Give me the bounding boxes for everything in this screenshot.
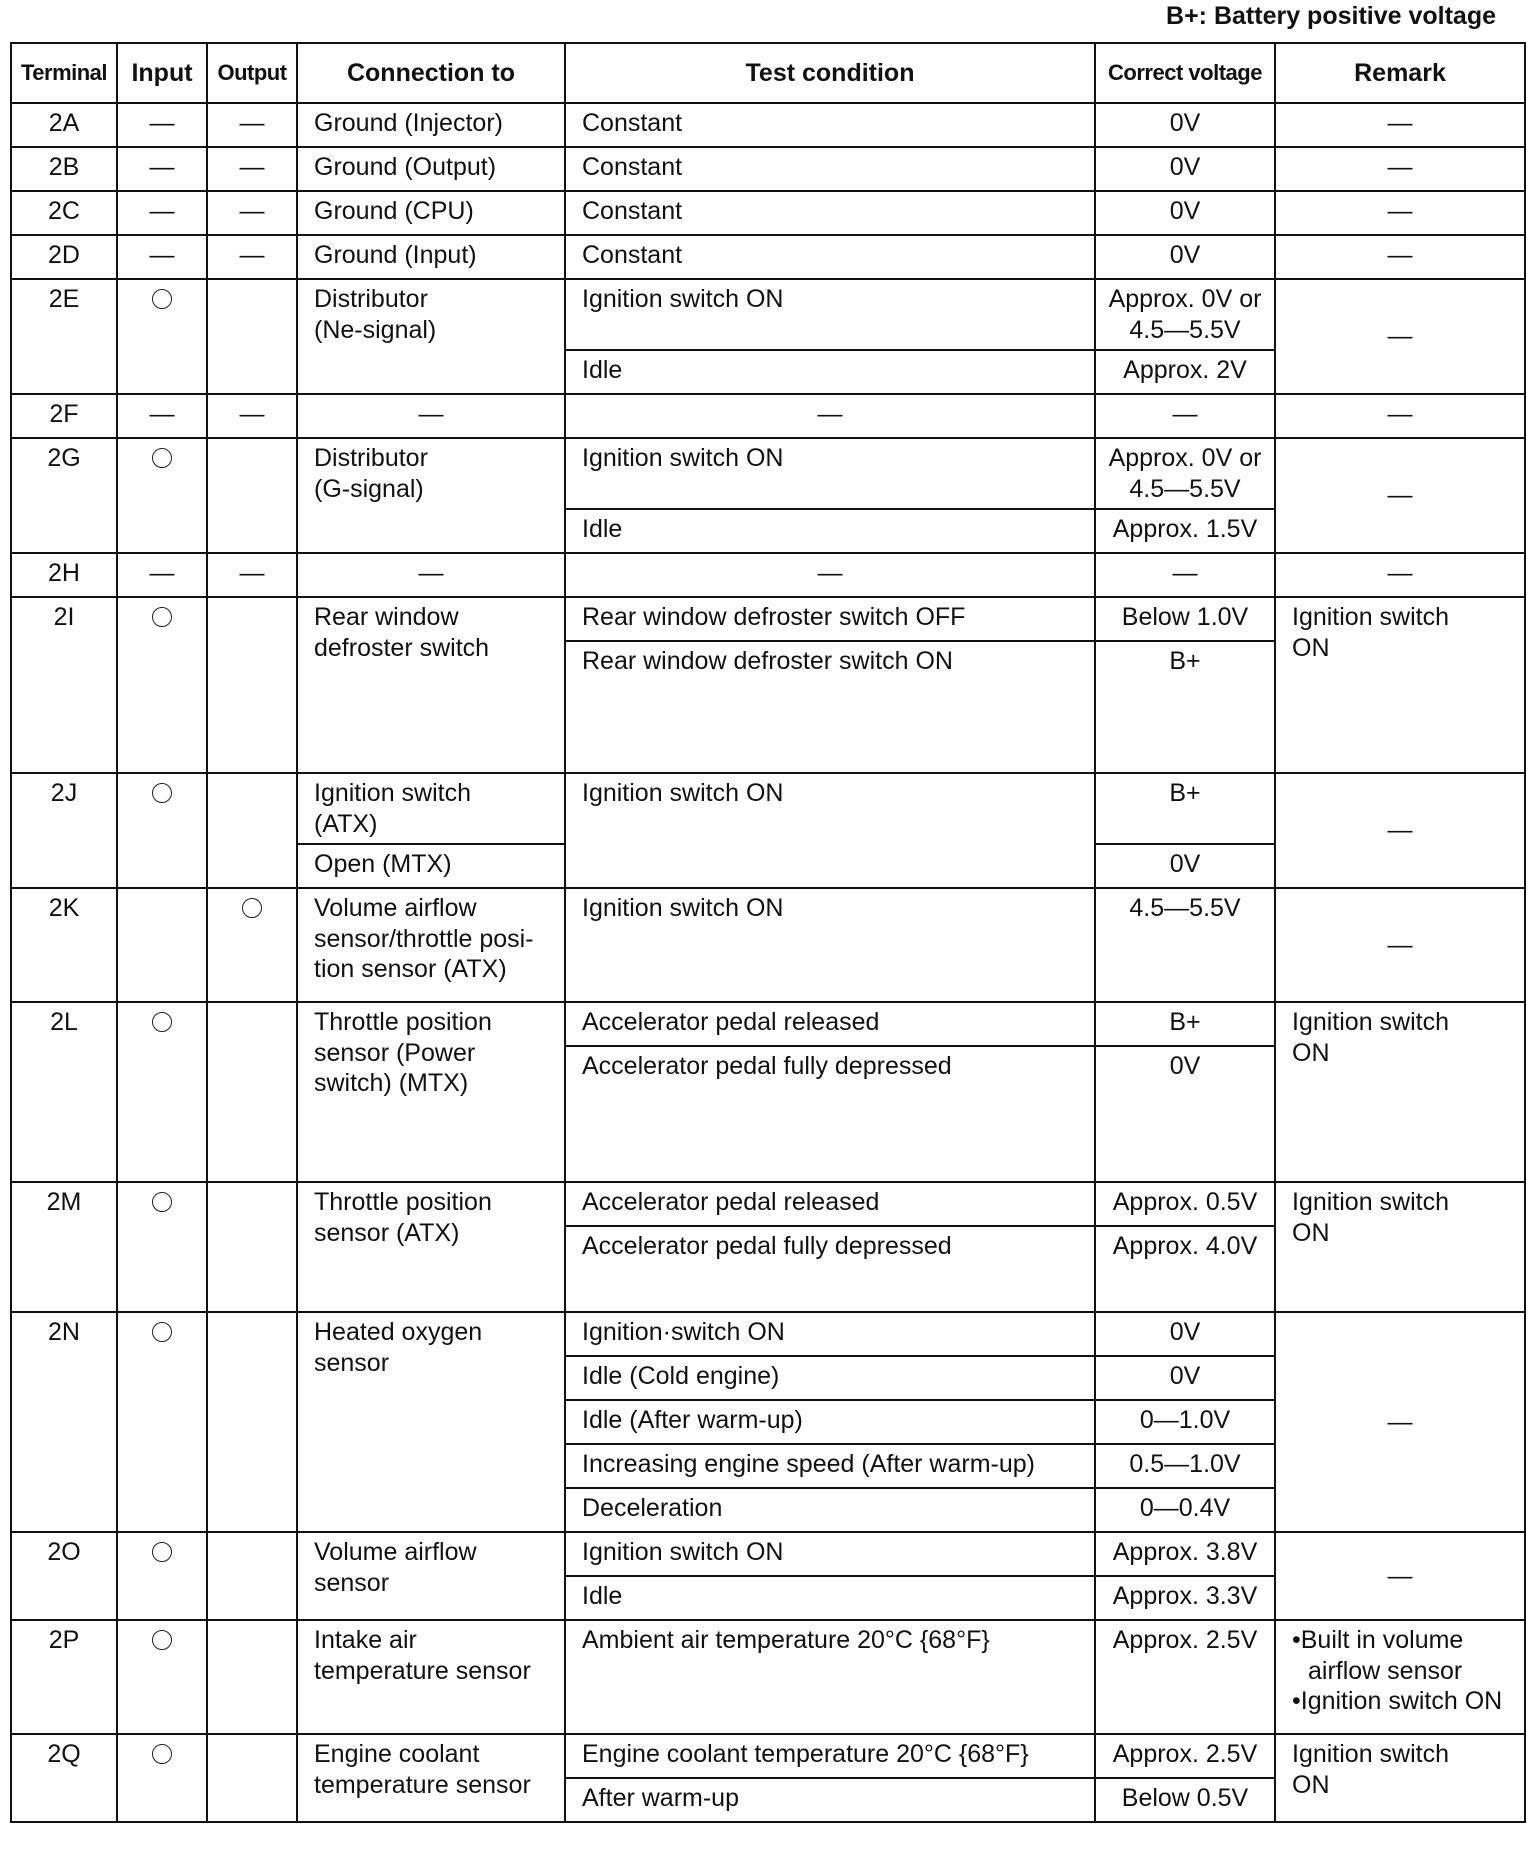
voltage-cell: 0—0.4V xyxy=(1095,1488,1275,1532)
test-condition-cell: Rear window defroster switch OFF xyxy=(565,597,1095,641)
table-row xyxy=(11,103,1525,147)
remark-line: Ignition switch xyxy=(1292,1740,1450,1768)
voltage-cell: Approx. 2.5V xyxy=(1095,1734,1275,1778)
connection-line: sensor xyxy=(314,1568,390,1597)
test-condition-cell: Idle xyxy=(565,350,1095,394)
circle-icon xyxy=(152,783,172,803)
voltage-cell: Approx. 0.5V xyxy=(1095,1182,1275,1226)
connection-cell xyxy=(297,1312,565,1532)
test-condition-cell: Ignition switch ON xyxy=(565,888,1095,1002)
terminal-voltage-table xyxy=(10,42,1526,1823)
voltage-cell: 0V xyxy=(1095,1356,1275,1400)
circle-icon xyxy=(152,1744,172,1764)
connection-line: Heated oxygen xyxy=(314,1318,483,1346)
remark-cell: — xyxy=(1275,279,1525,394)
test-condition-cell: Ignition switch ON xyxy=(565,438,1095,509)
input-cell xyxy=(117,1532,207,1620)
terminal-cell: 2I xyxy=(11,597,117,773)
test-condition-cell: Idle (Cold engine) xyxy=(565,1356,1095,1400)
test-condition-cell: Constant xyxy=(565,147,1095,191)
col-header-correct-voltage: Correct voltage xyxy=(1095,43,1275,103)
terminal-cell: 2G xyxy=(11,438,117,553)
voltage-cell: Approx. 4.0V xyxy=(1095,1226,1275,1312)
table-row xyxy=(11,1002,1525,1046)
remark-cell: — xyxy=(1275,553,1525,597)
table-row xyxy=(11,1312,1525,1356)
connection-cell: — xyxy=(297,394,565,438)
table-header-row xyxy=(11,43,1525,103)
input-cell xyxy=(117,1620,207,1734)
input-cell: — xyxy=(117,553,207,597)
test-condition-cell: Ambient air temperature 20°C {68°F} xyxy=(565,1620,1095,1734)
remark-list xyxy=(1292,1625,1514,1717)
test-condition-cell: After warm-up xyxy=(565,1778,1095,1822)
input-cell xyxy=(117,1312,207,1532)
remark-line: Ignition switch xyxy=(1292,1008,1450,1036)
connection-line: Rear window xyxy=(314,603,459,631)
voltage-cell: 4.5—5.5V xyxy=(1095,888,1275,1002)
terminal-cell: 2A xyxy=(11,103,117,147)
voltage-line: 4.5—5.5V xyxy=(1129,315,1241,344)
test-condition-cell: Constant xyxy=(565,191,1095,235)
input-cell: — xyxy=(117,191,207,235)
terminal-cell: 2P xyxy=(11,1620,117,1734)
remark-cell: — xyxy=(1275,235,1525,279)
voltage-cell: 0V xyxy=(1095,147,1275,191)
voltage-cell: — xyxy=(1095,394,1275,438)
table-row xyxy=(11,553,1525,597)
connection-line: Throttle position xyxy=(314,1008,492,1036)
connection-cell xyxy=(297,1734,565,1822)
connection-line: temperature sensor xyxy=(314,1770,531,1799)
connection-cell xyxy=(297,279,565,394)
table-row xyxy=(11,773,1525,844)
connection-line: sensor (Power xyxy=(314,1038,476,1067)
remark-cell xyxy=(1275,597,1525,773)
voltage-line: Approx. 0V or xyxy=(1108,444,1262,472)
remark-line: Ignition switch xyxy=(1292,603,1450,631)
voltage-cell: 0V xyxy=(1095,191,1275,235)
test-condition-cell: Idle xyxy=(565,1576,1095,1620)
voltage-cell: Approx. 1.5V xyxy=(1095,509,1275,553)
connection-cell xyxy=(297,1182,565,1312)
input-cell xyxy=(117,597,207,773)
terminal-cell: 2Q xyxy=(11,1734,117,1822)
connection-line: tion sensor (ATX) xyxy=(314,955,507,983)
input-cell xyxy=(117,888,207,1002)
connection-cell xyxy=(297,1532,565,1620)
connection-line: sensor (ATX) xyxy=(314,1218,460,1247)
connection-line: sensor xyxy=(314,1348,390,1377)
circle-icon xyxy=(242,898,262,918)
test-condition-cell: — xyxy=(565,394,1095,438)
connection-cell: Ground (CPU) xyxy=(297,191,565,235)
circle-icon xyxy=(152,1630,172,1650)
terminal-cell: 2E xyxy=(11,279,117,394)
test-condition-cell: Rear window defroster switch ON xyxy=(565,641,1095,773)
table-row xyxy=(11,1182,1525,1226)
connection-cell xyxy=(297,888,565,1002)
output-cell: — xyxy=(207,553,297,597)
col-header-connection: Connection to xyxy=(297,43,565,103)
voltage-cell: B+ xyxy=(1095,1002,1275,1046)
test-condition-cell: Increasing engine speed (After warm-up) xyxy=(565,1444,1095,1488)
voltage-cell: — xyxy=(1095,553,1275,597)
test-condition-cell: — xyxy=(565,553,1095,597)
input-cell: — xyxy=(117,103,207,147)
remark-cell xyxy=(1275,1002,1525,1182)
input-cell: — xyxy=(117,235,207,279)
voltage-cell xyxy=(1095,279,1275,350)
terminal-cell: 2F xyxy=(11,394,117,438)
voltage-cell: Approx. 2.5V xyxy=(1095,1620,1275,1734)
voltage-cell: 0V xyxy=(1095,103,1275,147)
connection-line: sensor/throttle posi- xyxy=(314,924,534,953)
voltage-cell: Approx. 3.3V xyxy=(1095,1576,1275,1620)
voltage-cell: B+ xyxy=(1095,773,1275,844)
remark-line: ON xyxy=(1292,1770,1330,1799)
terminal-cell: 2J xyxy=(11,773,117,888)
test-condition-cell: Ignition switch ON xyxy=(565,773,1095,888)
connection-line: temperature sensor xyxy=(314,1656,531,1685)
connection-cell xyxy=(297,597,565,773)
test-condition-cell: Idle (After warm-up) xyxy=(565,1400,1095,1444)
remark-cell: — xyxy=(1275,191,1525,235)
terminal-cell: 2M xyxy=(11,1182,117,1312)
remark-line: ON xyxy=(1292,1038,1330,1067)
remark-line: •Built in volume airflow sensor xyxy=(1292,1626,1464,1685)
remark-line: ON xyxy=(1292,633,1330,662)
remark-cell xyxy=(1275,1620,1525,1734)
connection-line: Throttle position xyxy=(314,1188,492,1216)
table-row xyxy=(11,235,1525,279)
test-condition-cell: Ignition switch ON xyxy=(565,279,1095,350)
table-row xyxy=(11,394,1525,438)
remark-cell: — xyxy=(1275,147,1525,191)
voltage-cell: Below 0.5V xyxy=(1095,1778,1275,1822)
output-cell xyxy=(207,1312,297,1532)
circle-icon xyxy=(152,1192,172,1212)
test-condition-cell: Deceleration xyxy=(565,1488,1095,1532)
output-cell: — xyxy=(207,394,297,438)
connection-line: Engine coolant xyxy=(314,1740,480,1768)
output-cell xyxy=(207,1620,297,1734)
connection-cell: Ground (Input) xyxy=(297,235,565,279)
circle-icon xyxy=(152,1322,172,1342)
output-cell xyxy=(207,1002,297,1182)
col-header-terminal: Terminal xyxy=(11,43,117,103)
voltage-cell: 0V xyxy=(1095,844,1275,888)
connection-cell xyxy=(297,438,565,553)
col-header-test-condition: Test condition xyxy=(565,43,1095,103)
voltage-cell: Approx. 3.8V xyxy=(1095,1532,1275,1576)
connection-line: Distributor xyxy=(314,285,428,313)
output-cell xyxy=(207,1182,297,1312)
voltage-cell: 0V xyxy=(1095,1312,1275,1356)
voltage-line: 4.5—5.5V xyxy=(1129,474,1241,503)
voltage-cell: B+ xyxy=(1095,641,1275,773)
connection-line: Intake air xyxy=(314,1626,417,1654)
connection-line: Distributor xyxy=(314,444,428,472)
col-header-remark: Remark xyxy=(1275,43,1525,103)
connection-cell xyxy=(297,773,565,844)
connection-cell: Open (MTX) xyxy=(297,844,565,888)
remark-cell: — xyxy=(1275,888,1525,1002)
output-cell xyxy=(207,773,297,888)
remark-cell: — xyxy=(1275,1312,1525,1532)
table-row xyxy=(11,191,1525,235)
battery-note: B+: Battery positive voltage xyxy=(1166,2,1496,30)
input-cell: — xyxy=(117,147,207,191)
remark-cell: — xyxy=(1275,103,1525,147)
remark-cell: — xyxy=(1275,394,1525,438)
col-header-output: Output xyxy=(207,43,297,103)
input-cell xyxy=(117,1002,207,1182)
input-cell xyxy=(117,1734,207,1822)
terminal-cell: 2N xyxy=(11,1312,117,1532)
input-cell xyxy=(117,438,207,553)
input-cell xyxy=(117,1182,207,1312)
test-condition-cell: Ignition switch ON xyxy=(565,1532,1095,1576)
output-cell xyxy=(207,597,297,773)
remark-cell xyxy=(1275,1182,1525,1312)
table-row xyxy=(11,1532,1525,1576)
terminal-cell: 2O xyxy=(11,1532,117,1620)
col-header-input: Input xyxy=(117,43,207,103)
table-row xyxy=(11,438,1525,509)
voltage-cell: 0V xyxy=(1095,1046,1275,1182)
connection-cell: Ground (Injector) xyxy=(297,103,565,147)
table-row xyxy=(11,888,1525,1002)
circle-icon xyxy=(152,1542,172,1562)
output-cell: — xyxy=(207,191,297,235)
table-row xyxy=(11,279,1525,350)
terminal-cell: 2K xyxy=(11,888,117,1002)
connection-line: Ignition switch xyxy=(314,779,472,807)
output-cell: — xyxy=(207,147,297,191)
output-cell: — xyxy=(207,235,297,279)
output-cell xyxy=(207,888,297,1002)
remark-cell: — xyxy=(1275,1532,1525,1620)
output-cell xyxy=(207,438,297,553)
remark-line: •Ignition switch ON xyxy=(1292,1687,1503,1715)
circle-icon xyxy=(152,448,172,468)
input-cell: — xyxy=(117,394,207,438)
remark-cell: — xyxy=(1275,438,1525,553)
circle-icon xyxy=(152,607,172,627)
test-condition-cell: Accelerator pedal fully depressed xyxy=(565,1226,1095,1312)
terminal-cell: 2L xyxy=(11,1002,117,1182)
remark-line: ON xyxy=(1292,1218,1330,1247)
circle-icon xyxy=(152,1012,172,1032)
test-condition-cell: Idle xyxy=(565,509,1095,553)
connection-cell: — xyxy=(297,553,565,597)
voltage-cell: 0V xyxy=(1095,235,1275,279)
connection-line: defroster switch xyxy=(314,633,490,662)
connection-line: (G-signal) xyxy=(314,474,424,503)
connection-cell xyxy=(297,1620,565,1734)
connection-line: (ATX) xyxy=(314,809,378,838)
connection-line: switch) (MTX) xyxy=(314,1069,469,1097)
remark-cell xyxy=(1275,1734,1525,1822)
connection-line: Volume airflow xyxy=(314,894,477,922)
connection-line: Volume airflow xyxy=(314,1538,477,1566)
connection-cell: Ground (Output) xyxy=(297,147,565,191)
remark-line: Ignition switch xyxy=(1292,1188,1450,1216)
voltage-cell: 0—1.0V xyxy=(1095,1400,1275,1444)
terminal-cell: 2C xyxy=(11,191,117,235)
table-row xyxy=(11,147,1525,191)
connection-cell xyxy=(297,1002,565,1182)
input-cell xyxy=(117,773,207,888)
test-condition-cell: Constant xyxy=(565,103,1095,147)
terminal-cell: 2D xyxy=(11,235,117,279)
output-cell xyxy=(207,279,297,394)
test-condition-cell: Accelerator pedal fully depressed xyxy=(565,1046,1095,1182)
output-cell xyxy=(207,1734,297,1822)
table-row xyxy=(11,1734,1525,1778)
voltage-cell: 0.5—1.0V xyxy=(1095,1444,1275,1488)
connection-line: (Ne-signal) xyxy=(314,315,437,344)
test-condition-cell: Ignition·switch ON xyxy=(565,1312,1095,1356)
voltage-cell xyxy=(1095,438,1275,509)
table-row xyxy=(11,1620,1525,1734)
output-cell: — xyxy=(207,103,297,147)
test-condition-cell: Constant xyxy=(565,235,1095,279)
test-condition-cell: Accelerator pedal released xyxy=(565,1002,1095,1046)
voltage-cell: Below 1.0V xyxy=(1095,597,1275,641)
terminal-cell: 2H xyxy=(11,553,117,597)
test-condition-cell: Engine coolant temperature 20°C {68°F} xyxy=(565,1734,1095,1778)
test-condition-cell: Accelerator pedal released xyxy=(565,1182,1095,1226)
input-cell xyxy=(117,279,207,394)
voltage-line: Approx. 0V or xyxy=(1108,285,1262,313)
terminal-cell: 2B xyxy=(11,147,117,191)
table-row xyxy=(11,597,1525,641)
remark-cell: — xyxy=(1275,773,1525,888)
voltage-cell: Approx. 2V xyxy=(1095,350,1275,394)
output-cell xyxy=(207,1532,297,1620)
circle-icon xyxy=(152,289,172,309)
